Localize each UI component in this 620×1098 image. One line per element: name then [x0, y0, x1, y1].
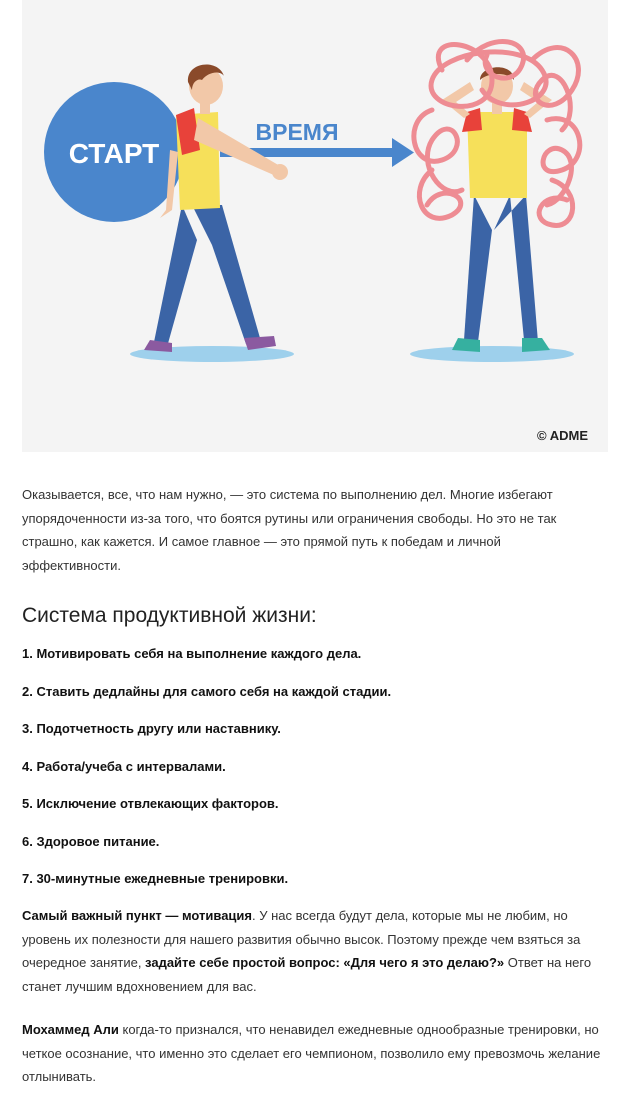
section-heading: Система продуктивной жизни: — [22, 604, 317, 627]
illustration — [22, 0, 608, 452]
list-item: 4. Работа/учеба с интервалами. — [22, 758, 226, 774]
list-item: 3. Подотчетность другу или наставнику. — [22, 721, 281, 736]
list-item: 7. 30-минутные ежедневные тренировки. — [22, 871, 289, 886]
motivation-text-2: Ответ на него станет лучшим вдохновением для вас. — [22, 955, 592, 994]
start-label: СТАРТ — [68, 138, 160, 169]
watermark: © ADME — [537, 428, 588, 443]
ali-text: когда-то признался, что ненавидел ежедневные однообразные тренировки, но четкое осознание, что именно это сделает его чемпионом, позволило ему превозмочь желание отлынивать. — [22, 1022, 601, 1084]
motivation-text-1: . У нас всегда будут дела, которые мы не любим, но уровень их полезности для нашего развития обычно высок. Поэтому прежде чем взяться за очередное занятие, — [22, 908, 581, 970]
start-to-stress-illustration — [22, 0, 608, 452]
list-item: 2. Ставить дедлайны для самого себя на каждой стадии. — [22, 683, 392, 699]
list-item: 6. Здоровое питание. — [22, 833, 160, 849]
ali-name: Мохаммед Али — [22, 1022, 119, 1037]
ali-paragraph — [22, 1018, 602, 1089]
motivation-question: задайте себе простой вопрос: «Для чего я это делаю?» — [145, 955, 505, 970]
list-item: 5. Исключение отвлекающих факторов. — [22, 796, 279, 811]
motivation-lead: Самый важный пункт — мотивация — [22, 908, 252, 923]
list-item: 1. Мотивировать себя на выполнение каждого дела. — [22, 646, 362, 661]
stressed-man-shadow — [410, 346, 574, 362]
motivation-paragraph — [22, 904, 602, 998]
intro-paragraph: Оказывается, все, что нам нужно, — это система по выполнению дел. Многие избегают упорядоченности из-за того, что боятся рутины или ограничения свободы. Но это не так страшно, как кажется. И самое главное — это прямой путь к победам и личной эффективности. — [22, 487, 557, 573]
time-label: ВРЕМЯ — [255, 119, 339, 145]
steps-list — [22, 644, 602, 907]
time-arrow-head — [392, 138, 414, 167]
